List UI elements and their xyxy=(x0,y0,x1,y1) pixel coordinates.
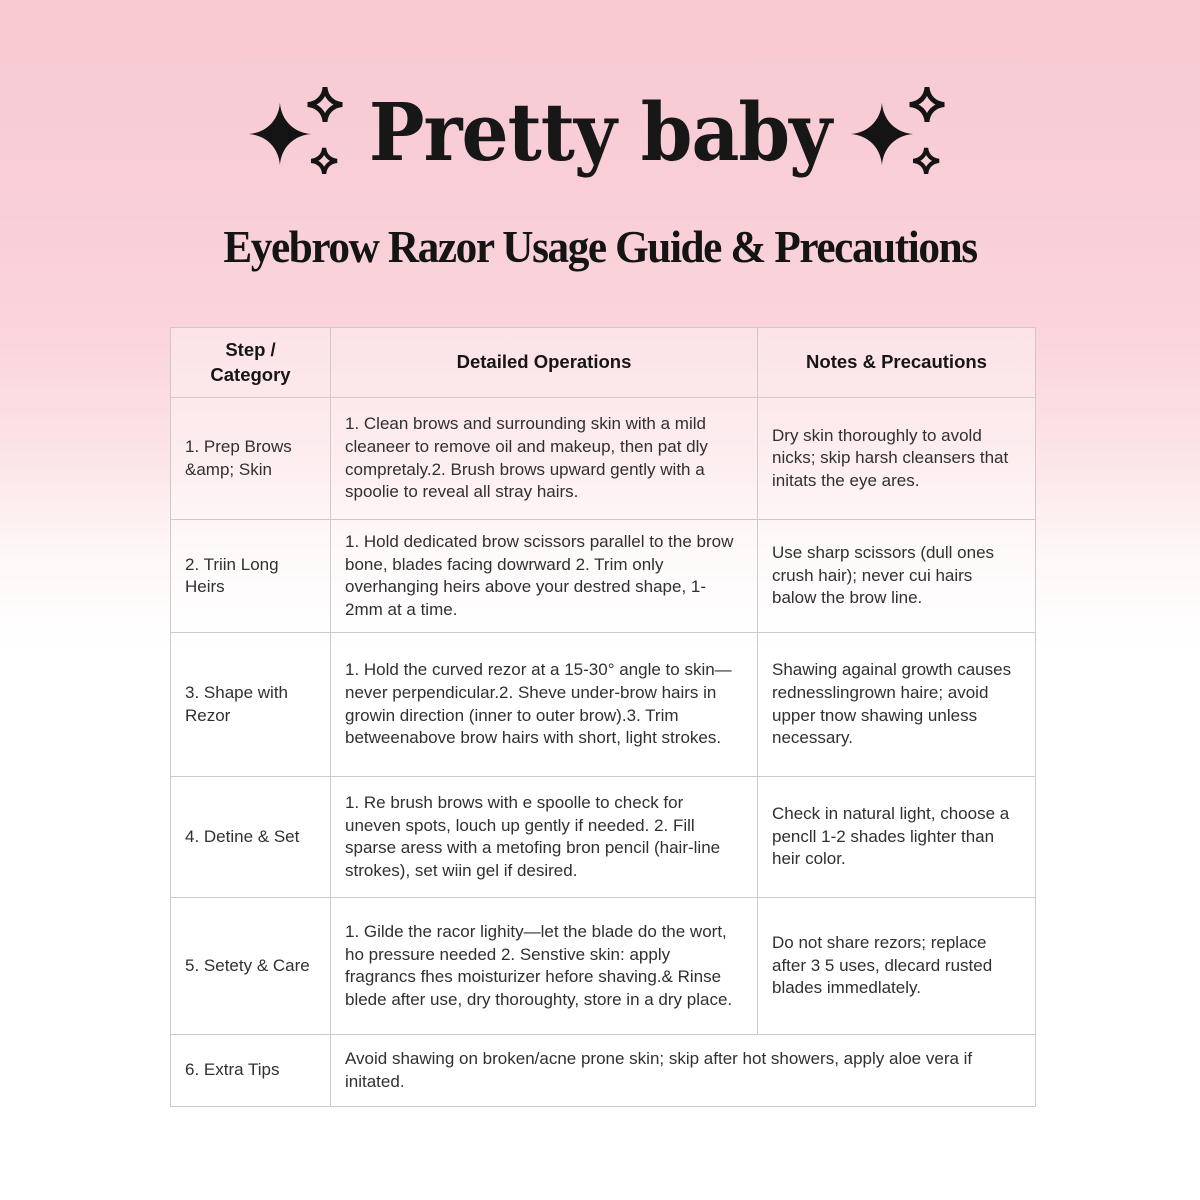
column-header-notes-precautions: Notes & Precautions xyxy=(758,328,1036,398)
table-row xyxy=(171,398,1036,520)
cell-notes: Do not share rezors; replace after 3 5 uses, dlecard rusted blades immedlately. xyxy=(758,898,1036,1035)
cell-category: 5. Setety & Care xyxy=(171,898,331,1035)
column-header-step-category: Step / Category xyxy=(171,328,331,398)
usage-guide-table xyxy=(170,327,1036,1107)
cell-operations: 1. Hold dedicated brow scissors parallel to the brow bone, blades facing dowrward 2. Trim only overhanging heirs above your destred shape, 1-2mm at a time. xyxy=(331,520,758,633)
cell-category: 4. Detine & Set xyxy=(171,777,331,898)
cell-operations-merged: Avoid shawing on broken/acne prone skin; skip after hot showers, apply aloe vera if initated. xyxy=(331,1035,1036,1107)
cell-operations: 1. Re brush brows with e spoolle to check for uneven spots, louch up gently if needed. 2. Fill sparse aress with a metofing bron pencil (hair-line strokes), set wiin gel if desired. xyxy=(331,777,758,898)
cell-notes: Check in natural light, choose a pencll 1-2 shades lighter than heir color. xyxy=(758,777,1036,898)
table-row xyxy=(171,898,1036,1035)
cell-notes: Shawing againal growth causes rednesslingrown haire; avoid upper tnow shawing unless necessary. xyxy=(758,633,1036,777)
table-row xyxy=(171,633,1036,777)
table-row xyxy=(171,520,1036,633)
page-title: Eyebrow Razor Usage Guide & Precautions xyxy=(223,221,977,272)
cell-category: 6. Extra Tips xyxy=(171,1035,331,1107)
title-row xyxy=(0,78,1200,190)
brand-title: Pretty baby xyxy=(368,86,832,180)
sparkles-icon xyxy=(247,78,351,190)
table-row xyxy=(171,1035,1036,1107)
cell-operations: 1. Hold the curved rezor at a 15-30° angle to skin—never perpendicular.2. Sheve under-brow hairs in growin direction (inner to outer brow).3. Trim betweenabove brow hairs with short, light strokes. xyxy=(331,633,758,777)
cell-category: 1. Prep Brows &amp; Skin xyxy=(171,398,331,520)
cell-category: 2. Triin Long Heirs xyxy=(171,520,331,633)
cell-operations: 1. Gilde the racor lighity—let the blade do the wort, ho pressure needed 2. Senstive skin: apply fragrancs fhes moisturizer hefore shaving.& Rinse blede after use, dry thoroughty, store in a dry place. xyxy=(331,898,758,1035)
cell-operations: 1. Clean brows and surrounding skin with a mild cleaneer to remove oil and makeup, then pat dly compretaly.2. Brush brows upward gently with a spoolie to reveal all stray hairs. xyxy=(331,398,758,520)
cell-notes: Use sharp scissors (dull ones crush hair); never cui hairs balow the brow line. xyxy=(758,520,1036,633)
sparkles-icon xyxy=(849,78,953,190)
column-header-detailed-operations: Detailed Operations xyxy=(331,328,758,398)
table-header-row xyxy=(171,328,1036,398)
cell-notes: Dry skin thoroughly to avold nicks; skip harsh cleansers that initats the eye ares. xyxy=(758,398,1036,520)
cell-category: 3. Shape with Rezor xyxy=(171,633,331,777)
table-row xyxy=(171,777,1036,898)
